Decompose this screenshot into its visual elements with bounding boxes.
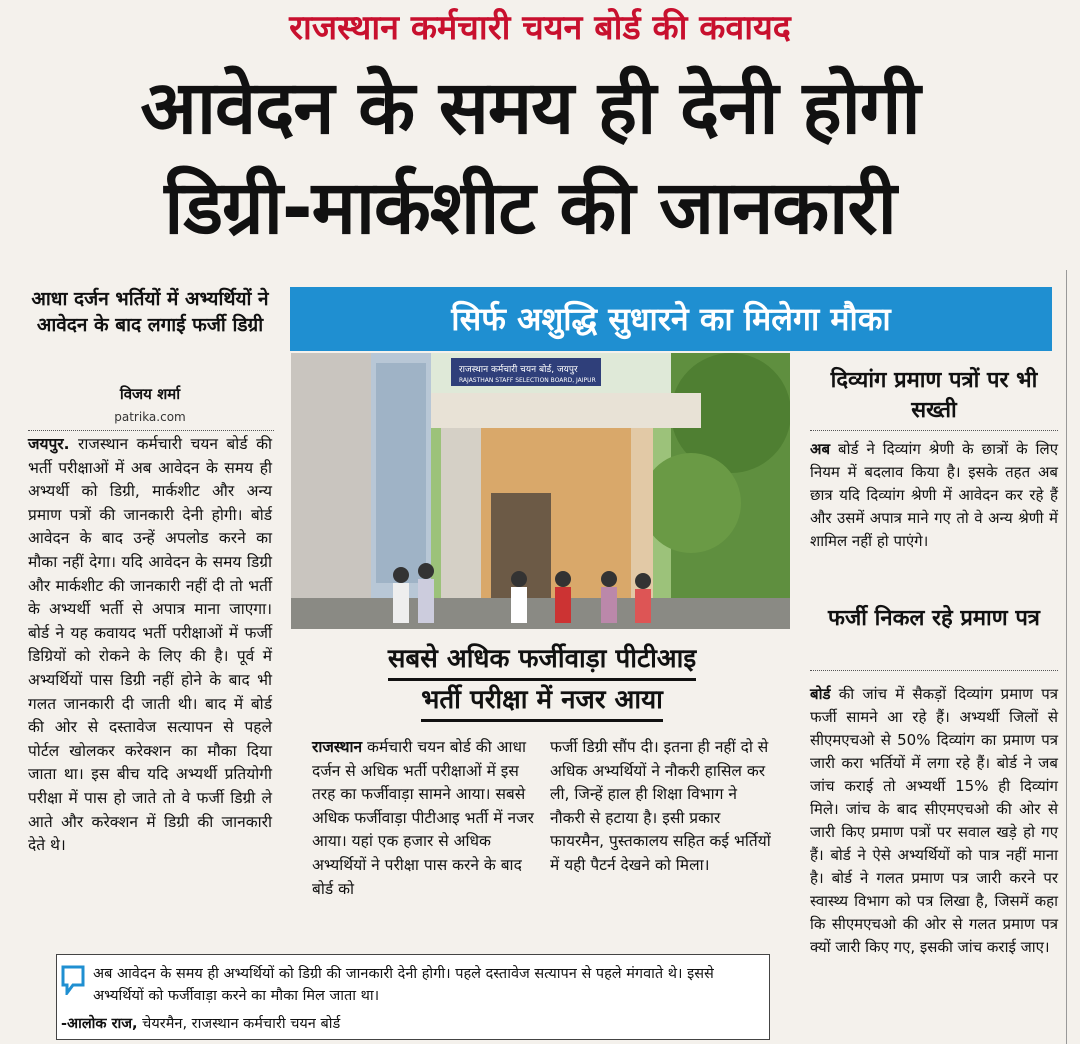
center-subhead-line-1: सबसे अधिक फर्जीवाड़ा पीटीआइ [388,640,696,681]
right-head-2: फर्जी निकल रहे प्रमाण पत्र [828,606,1040,631]
right-divider-2 [810,670,1058,671]
quote-author: -आलोक राज, [61,1016,138,1032]
center-subhead-line-2: भर्ती परीक्षा में नजर आया [421,681,663,722]
banner: सिर्फ अशुद्धि सुधारने का मिलेगा मौका [290,287,1052,351]
center-col2-text: फर्जी डिग्री सौंप दी। इतना ही नहीं दो से अधिक अभ्यर्थियों ने नौकरी हासिल कर ली, जिन्हें हाल ही शिक्षा विभाग ने नौकरी से हटाया है। इसी प्रकार फायरमैन, पुस्तकालय सहित कई भर्तियों में यही पैटर्न देखने को मिला। [550,738,771,874]
center-subhead [292,640,792,722]
quote-box [56,954,770,1040]
center-column-2 [550,736,772,878]
center-col1-lead: राजस्थान [312,738,363,756]
quote-icon [61,965,85,995]
right-article-1 [810,438,1058,553]
site-name: patrika.com [114,410,186,424]
photo-sign-hindi: राजस्थान कर्मचारी चयन बोर्ड, जयपुर [459,365,578,375]
quote-role: चेयरमैन, राजस्थान कर्मचारी चयन बोर्ड [142,1016,341,1032]
photo-sign-english: RAJASTHAN STAFF SELECTION BOARD, JAIPUR [459,377,596,384]
divider [28,430,274,431]
byline: विजय शर्मा [119,385,181,403]
right-article-2 [810,683,1058,959]
kicker: राजस्थान कर्मचारी चयन बोर्ड की कवायद [289,8,791,48]
left-article-body [28,433,272,858]
left-body-text: राजस्थान कर्मचारी चयन बोर्ड की भर्ती परीक्षाओं में अब आवेदन के समय ही अभ्यर्थी को डिग्री, मार्कशीट और अन्य प्रमाण पत्रों की जानकारी देनी होगी। बोर्ड आवेदन के बाद उन्हें अपलोड करने का मौका नहीं देगा। यदि आवेदन के समय डिग्री और मार्कशीट की जानकारी नहीं दी तो भर्ती के अभ्यर्थी भर्ती से अपात्र माना जाएगा। बोर्ड ने यह कवायद भर्ती परीक्षाओं में फर्जी डिग्रियों को रोकने के लिए की है। पूर्व में अभ्यर्थियों पास डिग्री नहीं होने के बाद भी गलत जानकारी दी जाती थी। बाद में बोर्ड की ओर से दस्तावेज सत्यापन से पहले पोर्टल खोलकर करेक्शन का मौका दिया जाता था। इस बीच यदि अभ्यर्थी प्रतियोगी परीक्षा में पास हो जाते तो वे फर्जी डिग्री ले आते और करेक्शन में डिग्री की जानकारी देते थे। [28,435,272,855]
headline-line-1: आवेदन के समय ही देनी होगी [140,65,920,151]
quote-text: अब आवेदन के समय ही अभ्यर्थियों को डिग्री की जानकारी देनी होगी। पहले दस्तावेज सत्यापन से पहले मंगवाते थे। इससे अभ्यर्थियों को फर्जीवाड़ा करने का मौका मिल जाता था। [93,966,714,1004]
right-head-1: दिव्यांग प्रमाण पत्रों पर भी सख्ती [830,368,1038,423]
right-body-1: बोर्ड ने दिव्यांग श्रेणी के छात्रों के लिए नियम में बदलाव किया है। इसके तहत अब छात्र यदि दिव्यांग श्रेणी में आवेदन कर रहे हैं और उसमें अपात्र माने गए तो वे अन्य श्रेणी में शामिल नहीं हो पाएंगे। [810,440,1058,550]
building-photo [291,353,790,629]
building-illustration [291,353,790,629]
quote-attribution [61,1013,761,1035]
left-subhead: आधा दर्जन भर्तियों में अभ्यर्थियों ने आवेदन के बाद लगाई फर्जी डिग्री [31,288,269,336]
right-lead-2: बोर्ड [810,685,831,703]
right-body-2: की जांच में सैकड़ों दिव्यांग प्रमाण पत्र फर्जी सामने आ रहे हैं। अभ्यर्थी जिलों से सीएमएचओ से 50% दिव्यांग का प्रमाण पत्र जारी करा भर्तियों में लगा रहे हैं। बोर्ड ने जब जांच कराई तो अभ्यर्थी 15% ही दिव्यांग मिले। जांच के बाद सीएमएचओ की ओर से जारी किए प्रमाण पत्रों पर सवाल खड़े हो गए हैं। बोर्ड ने ऐसे अभ्यर्थियों को पात्र नहीं माना है। बोर्ड ने गलत प्रमाण पत्र जारी करने पर स्वास्थ्य विभाग को पत्र लिखा है, जिसमें कहा कि सीएमएचओ की ओर से गलत प्रमाण पत्र क्यों जारी किए गए, इसकी जांच कराई जाए। [810,685,1059,956]
headline-line-2: डिग्री-मार्कशीट की जानकारी [164,165,896,251]
dateline: जयपुर. [28,435,70,453]
right-divider-1 [810,430,1058,431]
center-column-1 [312,736,534,901]
adjacent-column-edge [1066,270,1080,1044]
center-col1-text: कर्मचारी चयन बोर्ड की आधा दर्जन से अधिक भर्ती परीक्षाओं में इस तरह का फर्जीवाड़ा सामने आया। सबसे अधिक फर्जीवाड़ा पीटीआइ भर्ती में नजर आया। यहां एक हजार से अधिक अभ्यर्थियों ने परीक्षा पास करने के बाद बोर्ड को [312,738,534,898]
right-lead-1: अब [810,440,831,458]
